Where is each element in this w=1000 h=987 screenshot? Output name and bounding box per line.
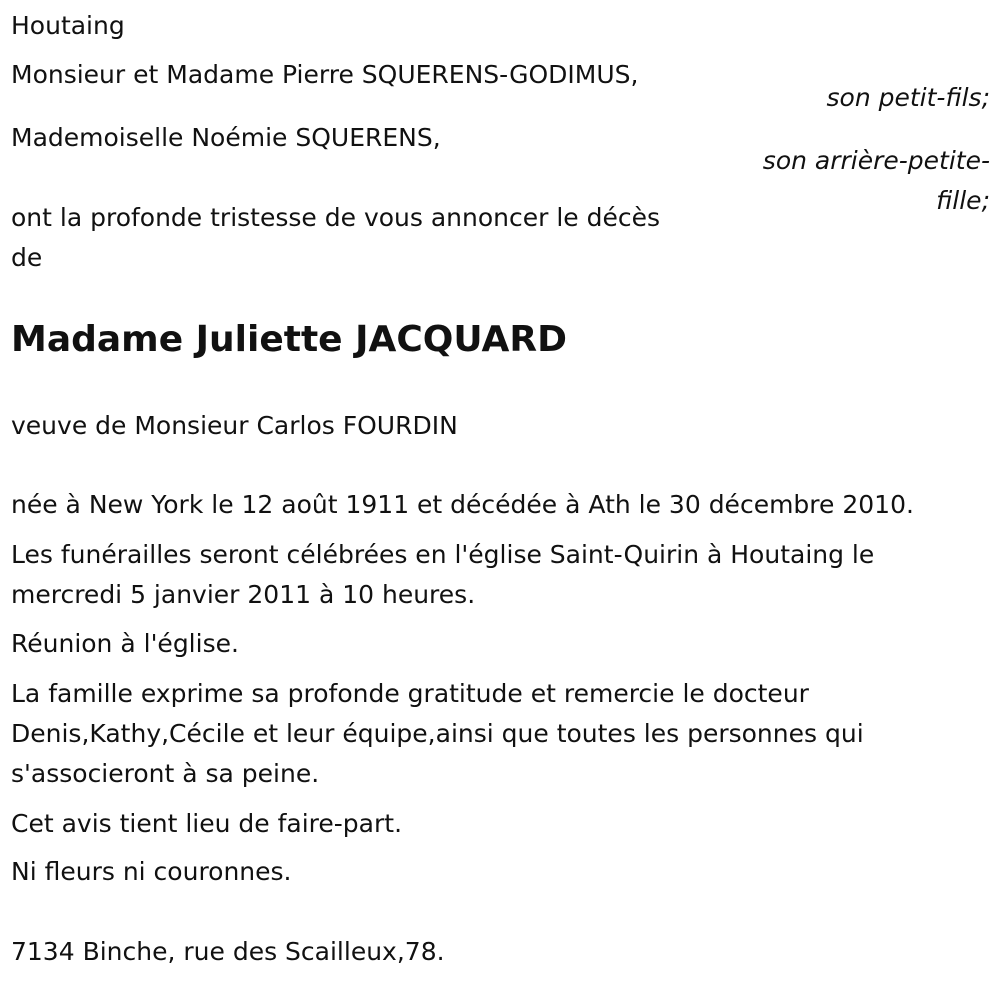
deceased-name: Madame Juliette JACQUARD xyxy=(11,319,567,360)
announcement-text-cont: de xyxy=(11,243,43,272)
birth-death-text: née à New York le 12 août 1911 et décédée à Ath le 30 décembre 2010. xyxy=(11,490,914,519)
family-member-relation-cont: fille; xyxy=(936,186,990,215)
thanks-text: La famille exprime sa profonde gratitude et remercie le docteur xyxy=(11,679,809,708)
family-member-name: Monsieur et Madame Pierre SQUERENS-GODIMUS, xyxy=(11,60,639,89)
funeral-text: Les funérailles seront célébrées en l'église Saint-Quirin à Houtaing le xyxy=(11,540,875,569)
family-member-name: Mademoiselle Noémie SQUERENS, xyxy=(11,123,441,152)
announcement-text: ont la profonde tristesse de vous annoncer le décès xyxy=(11,203,661,232)
family-member-relation: son arrière-petite- xyxy=(762,146,990,175)
funeral-text-cont: mercredi 5 janvier 2011 à 10 heures. xyxy=(11,580,476,609)
thanks-text-cont: s'associeront à sa peine. xyxy=(11,759,320,788)
no-flowers-text: Ni fleurs ni couronnes. xyxy=(11,857,292,886)
address-text: 7134 Binche, rue des Scailleux,78. xyxy=(11,937,445,966)
family-member-relation: son petit-fils; xyxy=(826,83,990,112)
widow-of-text: veuve de Monsieur Carlos FOURDIN xyxy=(11,411,458,440)
meeting-text: Réunion à l'église. xyxy=(11,629,239,658)
place-name: Houtaing xyxy=(11,11,125,40)
notice-replaces-text: Cet avis tient lieu de faire-part. xyxy=(11,809,403,838)
thanks-text-cont: Denis,Kathy,Cécile et leur équipe,ainsi que toutes les personnes qui xyxy=(11,719,864,748)
